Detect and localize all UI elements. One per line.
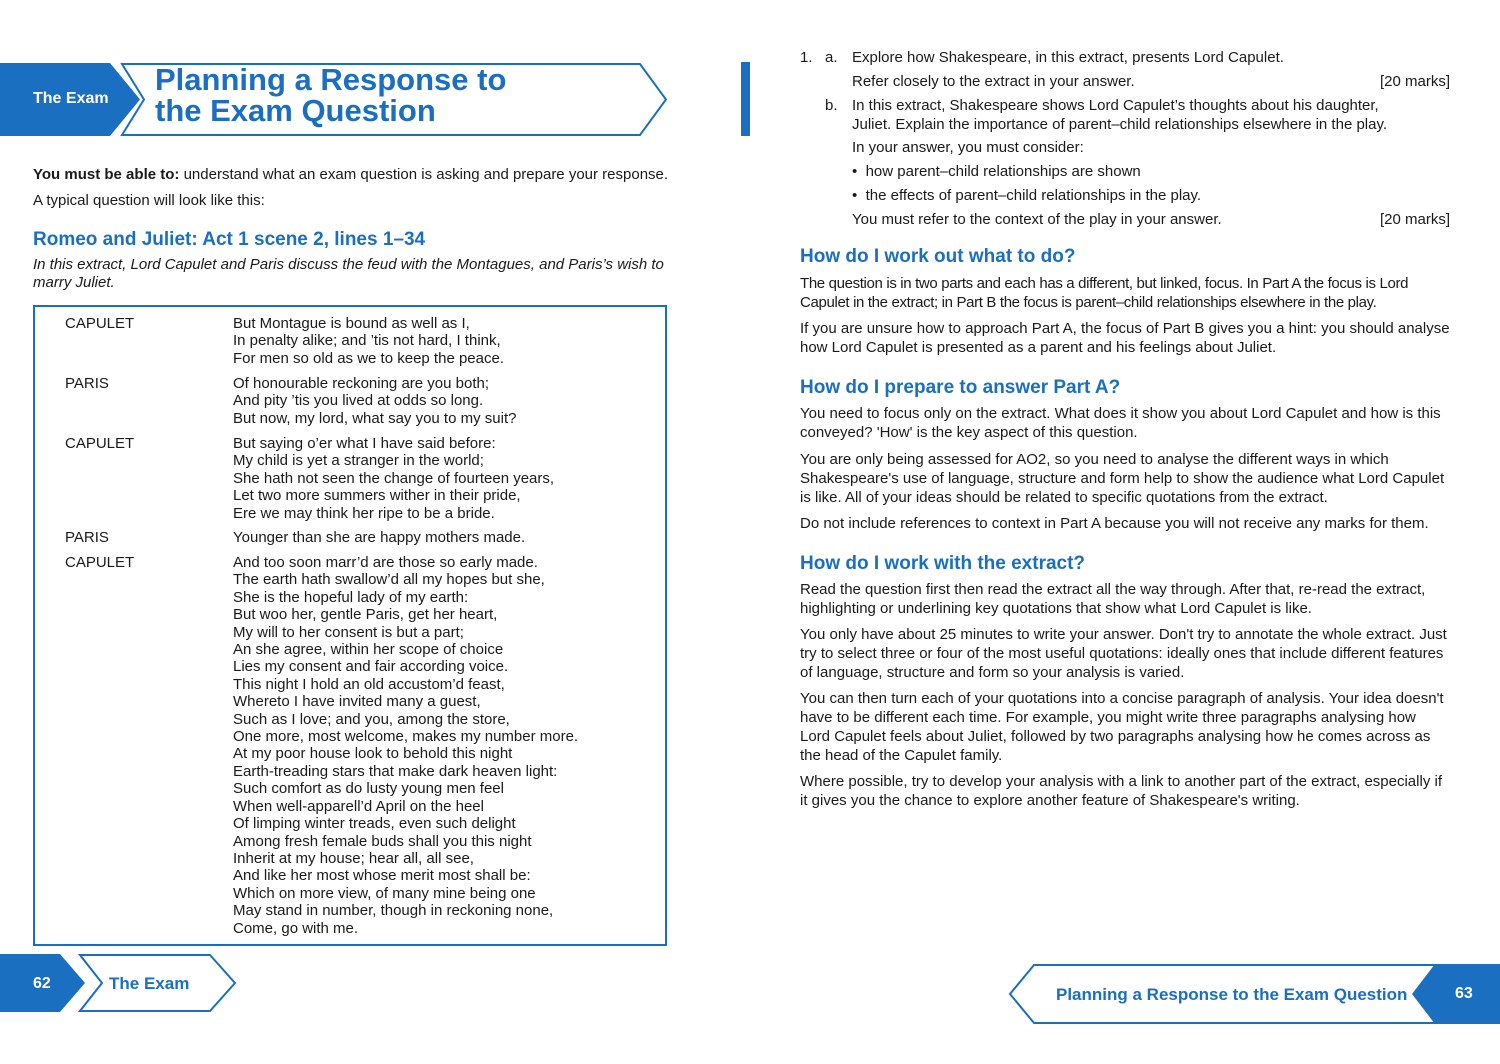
- part-a-marks: [20 marks]: [1379, 73, 1450, 90]
- part-b-bullet-1: • how parent–child relationships are shown: [852, 163, 1141, 180]
- part-b-marks: [20 marks]: [1379, 211, 1450, 228]
- verse-line: Which on more view, of many mine being one: [233, 884, 536, 902]
- paragraph: You can then turn each of your quotations into a concise paragraph of analysis. Your idea doesn't have to be different each time. For example, you might write three paragraphs analysing how Lord Capulet feels about Juliet, followed by two paragraphs analysing how he comes across as the head of the Capulet family.: [800, 690, 1444, 764]
- part-b-bullet-2: • the effects of parent–child relationships in the play.: [852, 187, 1202, 204]
- footer-right-section-title: Planning a Response to the Exam Question: [1056, 985, 1408, 1004]
- footer-section-title: The Exam: [109, 974, 190, 993]
- intro-typical: A typical question will look like this:: [33, 192, 265, 209]
- paragraph: Do not include references to context in Part A because you will not receive any marks for them.: [800, 515, 1429, 532]
- extract-description: In this extract, Lord Capulet and Paris discuss the feud with the Montagues, and Paris’s wish to marry Juliet.: [33, 256, 664, 291]
- verse-line: The earth hath swallow’d all my hopes but she,: [233, 571, 545, 589]
- verse-line: An she agree, within her scope of choice: [233, 641, 504, 659]
- extract-box: [33, 305, 667, 946]
- part-b-text2: Juliet. Explain the importance of parent–child relationships elsewhere in the play.: [852, 116, 1388, 133]
- verse-line: Such as I love; and you, among the store,: [233, 710, 510, 728]
- part-b-refer: You must refer to the context of the play in your answer.: [852, 211, 1222, 228]
- verse-line: She hath not seen the change of fourteen years,: [233, 469, 555, 487]
- verse-line: Let two more summers wither in their pride,: [233, 487, 521, 505]
- section-heading-extract: How do I work with the extract?: [800, 553, 1086, 574]
- verse-line: Ere we may think her ripe to be a bride.: [233, 504, 495, 522]
- verse-line: At my poor house look to behold this night: [233, 745, 513, 763]
- verse-line: Whereto I have invited many a guest,: [233, 693, 481, 711]
- paragraph: You only have about 25 minutes to write your answer. Don't try to annotate the whole extract. Just try to select three or four of the most useful quotations: ideally ones that include different features of language, structure and form so your analysis is varied.: [800, 626, 1447, 681]
- speech-lines: [233, 315, 653, 367]
- accent-bar: [741, 62, 750, 136]
- page-title-line2: the Exam Question: [155, 93, 436, 128]
- verse-line: This night I hold an old accustom’d feast,: [233, 675, 505, 693]
- verse-line: Inherit at my house; hear all, all see,: [233, 849, 474, 867]
- verse-line: May stand in number, though in reckoning none,: [233, 902, 554, 920]
- part-b-text: In this extract, Shakespeare shows Lord Capulet’s thoughts about his daughter,: [852, 97, 1379, 114]
- verse-line: But Montague is bound as well as I,: [233, 315, 470, 332]
- intro-must-label: You must be able to:: [33, 166, 180, 183]
- verse-line: But now, my lord, what say you to my suit?: [233, 409, 517, 427]
- intro: [33, 165, 673, 217]
- part-b-consider: In your answer, you must consider:: [852, 139, 1084, 156]
- speaker-name: CAPULET: [65, 435, 135, 452]
- paragraph: Where possible, try to develop your analysis with a link to another part of the extract, especially if it gives you the chance to explore another feature of Shakespeare's writing.: [800, 773, 1442, 809]
- page-title-line1: Planning a Response to: [155, 62, 507, 97]
- footer-page-number-tab: [0, 954, 85, 1012]
- verse-line: Such comfort as do lusty young men feel: [233, 780, 504, 798]
- verse-line: Lies my consent and fair according voice.: [233, 658, 509, 676]
- part-a-text: Explore how Shakespeare, in this extract, presents Lord Capulet.: [852, 49, 1284, 66]
- paragraph: If you are unsure how to approach Part A, the focus of Part B gives you a hint: you should analyse how Lord Capulet is presented as a parent and his feelings about Juliet.: [800, 320, 1450, 356]
- extract-heading: Romeo and Juliet: Act 1 scene 2, lines 1–34: [33, 229, 426, 250]
- speech-lines: [233, 529, 653, 546]
- header-tab-label: The Exam: [33, 90, 109, 107]
- section-heading-prepare: How do I prepare to answer Part A?: [800, 377, 1121, 398]
- verse-line: But woo her, gentle Paris, get her heart,: [233, 606, 498, 624]
- verse-line: My will to her consent is but a part;: [233, 623, 464, 641]
- footer-right-page-number-tab: [1410, 964, 1500, 1024]
- verse-line: But saying o’er what I have said before:: [233, 435, 496, 452]
- speech-lines: [233, 435, 653, 522]
- speaker-name: CAPULET: [65, 315, 135, 332]
- verse-line: For men so old as we to keep the peace.: [233, 349, 504, 367]
- verse-line: And too soon marr’d are those so early made.: [233, 554, 538, 571]
- verse-line: Younger than she are happy mothers made.: [233, 529, 526, 546]
- speaker-name: PARIS: [65, 375, 109, 392]
- verse-line: Among fresh female buds shall you this night: [233, 832, 532, 850]
- verse-line: Come, go with me.: [233, 919, 359, 937]
- speaker-name: CAPULET: [65, 554, 135, 571]
- footer-section-tab: [78, 954, 238, 1012]
- speaker-name: PARIS: [65, 529, 109, 546]
- verse-line: And like her most whose merit most shall be:: [233, 867, 531, 885]
- verse-line: One more, most welcome, makes my number more.: [233, 728, 579, 746]
- paragraph: You need to focus only on the extract. What does it show you about Lord Capulet and how is this conveyed? 'How' is the key aspect of this question.: [800, 405, 1441, 441]
- footer-right-page-number: 63: [1455, 985, 1473, 1002]
- verse-line: My child is yet a stranger in the world;: [233, 452, 484, 470]
- question-number: 1.: [800, 49, 813, 66]
- footer-right-section-tab: [1008, 964, 1440, 1024]
- paragraph: Read the question first then read the extract all the way through. After that, re-read the extract, highlighting or underlining key quotations that show what Lord Capulet is like.: [800, 581, 1426, 617]
- verse-line: And pity ’tis you lived at odds so long.: [233, 392, 484, 410]
- part-b-bullet-2-text: the effects of parent–child relationships in the play.: [865, 187, 1202, 204]
- verse-line: Of limping winter treads, even such delight: [233, 815, 516, 833]
- verse-line: When well-apparell’d April on the heel: [233, 797, 484, 815]
- verse-line: In penalty alike; and ’tis not hard, I think,: [233, 332, 501, 350]
- paragraph: You are only being assessed for AO2, so you need to analyse the different ways in which Shakespeare's use of language, structure and form help to show the audience what Lord Capulet is like. All of your ideas should be related to specific quotations from the extract.: [800, 451, 1445, 506]
- intro-must-text: understand what an exam question is asking and prepare your response.: [179, 166, 669, 183]
- speech-lines: [233, 554, 653, 937]
- verse-line: She is the hopeful lady of my earth:: [233, 588, 469, 606]
- verse-line: Of honourable reckoning are you both;: [233, 375, 490, 392]
- verse-line: Earth-treading stars that make dark heaven light:: [233, 762, 558, 780]
- speech-lines: [233, 375, 653, 427]
- footer-page-number: 62: [33, 975, 51, 992]
- part-a-label: a.: [825, 49, 838, 66]
- part-a-text2: Refer closely to the extract in your answer.: [852, 73, 1135, 90]
- paragraph: The question is in two parts and each has a different, but linked, focus. In Part A the focus is Lord Capulet in the extract; in Part B the focus is parent–child relationships elsewhere in the play.: [800, 275, 1409, 311]
- part-b-bullet-1-text: how parent–child relationships are shown: [865, 163, 1141, 180]
- exam-question: [800, 48, 1450, 233]
- part-b-label: b.: [825, 97, 838, 114]
- intro-must: [33, 165, 673, 184]
- page-title: [155, 64, 635, 126]
- section-heading-work-out: How do I work out what to do?: [800, 246, 1076, 267]
